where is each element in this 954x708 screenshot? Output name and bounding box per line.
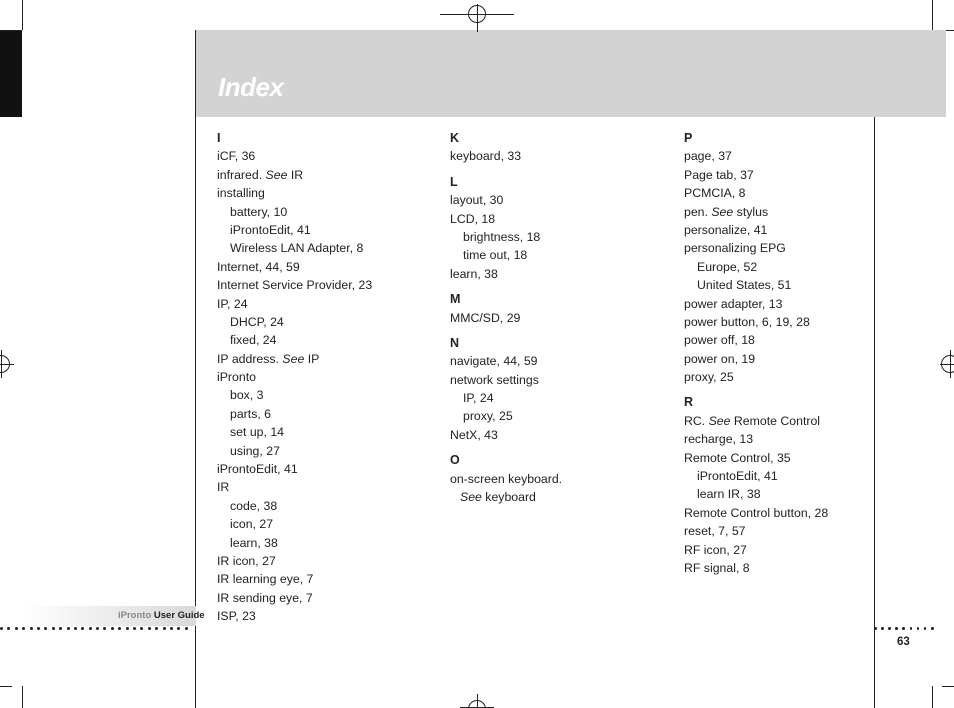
registration-mark-bottom: [460, 694, 494, 708]
footer-guide: User Guide: [153, 610, 205, 621]
leader-dot: [81, 627, 84, 630]
right-margin-rule: [874, 117, 875, 708]
index-entry: [684, 368, 828, 386]
index-subentry: [450, 228, 562, 246]
entry-text: power button, 6, 19, 28: [684, 314, 810, 329]
see-reference: See: [708, 413, 731, 428]
leader-dot: [67, 627, 70, 630]
index-entry: [684, 504, 828, 522]
index-subentry: [217, 331, 372, 349]
index-subentry: [217, 534, 372, 552]
index-entry: [217, 368, 372, 386]
entry-text: IP address.: [217, 351, 283, 366]
index-subentry: [217, 221, 372, 239]
index-entry: [217, 295, 372, 313]
entry-text: United States, 51: [697, 278, 792, 293]
index-subentry: [684, 467, 828, 485]
leader-dot: [133, 627, 136, 630]
leader-dot: [148, 627, 151, 630]
entry-text: reset, 7, 57: [684, 524, 746, 539]
leader-dot: [15, 627, 18, 630]
entry-text: N: [450, 335, 460, 350]
leader-dot: [163, 627, 166, 630]
entry-text: Page tab, 37: [684, 167, 754, 182]
crop-line: [0, 30, 22, 31]
entry-text: parts, 6: [230, 406, 272, 421]
crop-line: [932, 0, 933, 30]
leader-dot: [895, 627, 898, 630]
see-target: stylus: [733, 204, 769, 219]
entry-text: icon, 27: [230, 517, 274, 532]
index-entry: [450, 488, 562, 506]
entry-text: personalize, 41: [684, 222, 768, 237]
registration-mark-top: [440, 4, 514, 30]
entry-text: R: [684, 395, 694, 410]
index-entry: [217, 552, 372, 570]
entry-text: MMC/SD, 29: [450, 310, 521, 325]
index-entry: [450, 309, 562, 327]
leader-dot: [96, 627, 99, 630]
index-entry: [217, 460, 372, 478]
dot-leader-left: [0, 627, 196, 631]
index-entry: [217, 147, 372, 165]
crop-line: [946, 30, 954, 31]
entry-text: page, 37: [684, 149, 732, 164]
leader-dot: [140, 627, 143, 630]
index-entry: [684, 541, 828, 559]
entry-text: infrared.: [217, 167, 266, 182]
leader-dot: [7, 627, 10, 630]
entry-text: NetX, 43: [450, 427, 498, 442]
index-entry: [450, 265, 562, 283]
leader-dot: [185, 627, 188, 630]
entry-text: recharge, 13: [684, 432, 754, 447]
entry-text: RF signal, 8: [684, 560, 750, 575]
entry-text: M: [450, 292, 461, 307]
index-entry: [217, 184, 372, 202]
entry-text: IR sending eye, 7: [217, 590, 313, 605]
entry-text: time out, 18: [463, 248, 528, 263]
entry-text: power adapter, 13: [684, 296, 783, 311]
entry-text: navigate, 44, 59: [450, 354, 538, 369]
index-entry: [684, 166, 828, 184]
see-reference: See: [711, 204, 734, 219]
see-target: Remote Control: [730, 413, 821, 428]
entry-text: layout, 30: [450, 193, 504, 208]
index-column-p-r: [684, 129, 828, 577]
entry-text: I: [217, 131, 221, 145]
leader-dot: [155, 627, 158, 630]
entry-text: personalizing EPG: [684, 241, 786, 256]
leader-dot: [0, 627, 3, 630]
index-subentry: [684, 258, 828, 276]
leader-dot: [30, 627, 33, 630]
index-entry: [217, 166, 372, 184]
page-title: Index: [218, 72, 284, 102]
index-entry: [684, 522, 828, 540]
index-column-k-o: [450, 129, 562, 506]
entry-text: ISP, 23: [217, 609, 256, 624]
leader-dot: [44, 627, 47, 630]
index-entry: [217, 276, 372, 294]
entry-text: iCF, 36: [217, 149, 256, 164]
leader-dot: [111, 627, 114, 630]
entry-text: IR icon, 27: [217, 553, 276, 568]
entry-text: O: [450, 453, 460, 468]
index-subentry: [217, 497, 372, 515]
index-entry: [450, 191, 562, 209]
index-entry: [217, 607, 372, 625]
index-subentry: [450, 389, 562, 407]
entry-text: proxy, 25: [463, 409, 513, 424]
entry-text: proxy, 25: [684, 370, 734, 385]
entry-text: Europe, 52: [697, 259, 758, 274]
index-entry: [684, 147, 828, 165]
see-target: IR: [287, 167, 304, 182]
entry-text: iProntoEdit, 41: [230, 222, 311, 237]
leader-dot: [902, 627, 905, 630]
entry-text: power on, 19: [684, 351, 756, 366]
entry-text: learn IR, 38: [697, 487, 761, 502]
entry-text: K: [450, 131, 460, 145]
leader-dot: [888, 627, 891, 630]
leader-dot: [37, 627, 40, 630]
index-entry: [684, 449, 828, 467]
see-target: keyboard: [481, 490, 536, 505]
index-entry: [450, 426, 562, 444]
header-band: [196, 30, 946, 117]
see-reference: See: [460, 490, 482, 505]
index-entry: [684, 221, 828, 239]
entry-text: installing: [217, 186, 265, 201]
entry-text: learn, 38: [450, 266, 498, 281]
index-entry: [217, 350, 372, 368]
index-column-i: [217, 129, 372, 626]
index-letter-heading: [684, 393, 828, 411]
entry-text: PCMCIA, 8: [684, 186, 746, 201]
leader-dot: [126, 627, 129, 630]
entry-text: pen.: [684, 204, 712, 219]
crop-line: [22, 686, 23, 708]
leader-dot: [59, 627, 62, 630]
index-letter-heading: [450, 334, 562, 352]
leader-dot: [931, 627, 934, 630]
leader-dot: [910, 627, 913, 630]
index-subentry: [217, 515, 372, 533]
index-entry: [684, 184, 828, 202]
leader-dot: [118, 627, 121, 630]
entry-text: P: [684, 131, 693, 145]
index-subentry: [217, 442, 372, 460]
entry-text: RC.: [684, 413, 709, 428]
entry-text: IR learning eye, 7: [217, 572, 314, 587]
index-entry: [217, 258, 372, 276]
index-entry: [684, 412, 828, 430]
index-entry: [450, 470, 562, 488]
registration-mark-right: [936, 350, 954, 378]
chapter-tab: [0, 30, 22, 117]
index-entry: [684, 203, 828, 221]
leader-dot: [103, 627, 106, 630]
crop-line: [932, 686, 933, 708]
index-entry: [684, 239, 828, 257]
index-subentry: [217, 239, 372, 257]
entry-text: RF icon, 27: [684, 542, 747, 557]
index-entry: [684, 331, 828, 349]
entry-text: set up, 14: [230, 425, 285, 440]
index-subentry: [217, 203, 372, 221]
index-subentry: [450, 407, 562, 425]
index-letter-heading: [450, 290, 562, 308]
index-subentry: [684, 485, 828, 503]
see-reference: See: [282, 351, 305, 366]
entry-text: Internet Service Provider, 23: [217, 278, 373, 293]
entry-text: IP, 24: [217, 296, 248, 311]
leader-dot: [924, 627, 927, 630]
entry-text: DHCP, 24: [230, 314, 284, 329]
entry-text: fixed, 24: [230, 333, 277, 348]
leader-dot: [74, 627, 77, 630]
entry-text: keyboard, 33: [450, 149, 522, 164]
index-letter-heading: [450, 129, 562, 147]
leader-dot: [917, 627, 920, 630]
index-subentry: [217, 423, 372, 441]
index-entry: [684, 559, 828, 577]
entry-text: Remote Control, 35: [684, 450, 791, 465]
entry-text: using, 27: [230, 443, 280, 458]
index-entry: [450, 352, 562, 370]
index-entry: [684, 295, 828, 313]
index-subentry: [217, 386, 372, 404]
leader-dot: [874, 627, 877, 630]
index-entry: [450, 147, 562, 165]
index-subentry: [217, 405, 372, 423]
footer-brand: iPronto: [118, 610, 152, 621]
index-subentry: [450, 246, 562, 264]
leader-dot: [177, 627, 180, 630]
index-entry: [217, 570, 372, 588]
leader-dot: [170, 627, 173, 630]
entry-text: Wireless LAN Adapter, 8: [230, 241, 364, 256]
dot-leader-right: [874, 627, 938, 631]
entry-text: Remote Control button, 28: [684, 505, 829, 520]
index-subentry: [217, 313, 372, 331]
entry-text: L: [450, 174, 458, 189]
index-entry: [684, 430, 828, 448]
entry-text: iProntoEdit, 41: [697, 469, 778, 484]
index-letter-heading: [450, 451, 562, 469]
leader-dot: [52, 627, 55, 630]
entry-text: iProntoEdit, 41: [217, 462, 298, 477]
leader-dot: [881, 627, 884, 630]
entry-text: on-screen keyboard.: [450, 471, 563, 486]
footer-title: [118, 610, 205, 621]
index-entry: [450, 210, 562, 228]
leader-dot: [89, 627, 92, 630]
index-entry: [217, 589, 372, 607]
entry-text: IP, 24: [463, 391, 494, 406]
index-entry: [684, 313, 828, 331]
index-entry: [684, 350, 828, 368]
entry-text: network settings: [450, 372, 539, 387]
crop-line: [942, 686, 954, 687]
entry-text: box, 3: [230, 388, 264, 403]
index-entry: [450, 371, 562, 389]
index-subentry: [684, 276, 828, 294]
entry-text: brightness, 18: [463, 229, 541, 244]
entry-text: IR: [217, 480, 230, 495]
entry-text: iPronto: [217, 370, 256, 385]
entry-text: power off, 18: [684, 333, 755, 348]
crop-line: [0, 686, 12, 687]
index-entry: [217, 478, 372, 496]
registration-mark-left: [0, 350, 22, 378]
index-letter-heading: [217, 129, 372, 147]
entry-text: learn, 38: [230, 535, 278, 550]
entry-text: battery, 10: [230, 204, 288, 219]
leader-dot: [22, 627, 25, 630]
index-letter-heading: [450, 173, 562, 191]
crop-line: [22, 0, 23, 30]
entry-text: Internet, 44, 59: [217, 259, 300, 274]
see-target: IP: [304, 351, 320, 366]
page-number: 63: [897, 636, 910, 648]
see-reference: See: [265, 167, 288, 182]
index-letter-heading: [684, 129, 828, 147]
entry-text: LCD, 18: [450, 211, 496, 226]
entry-text: code, 38: [230, 498, 278, 513]
